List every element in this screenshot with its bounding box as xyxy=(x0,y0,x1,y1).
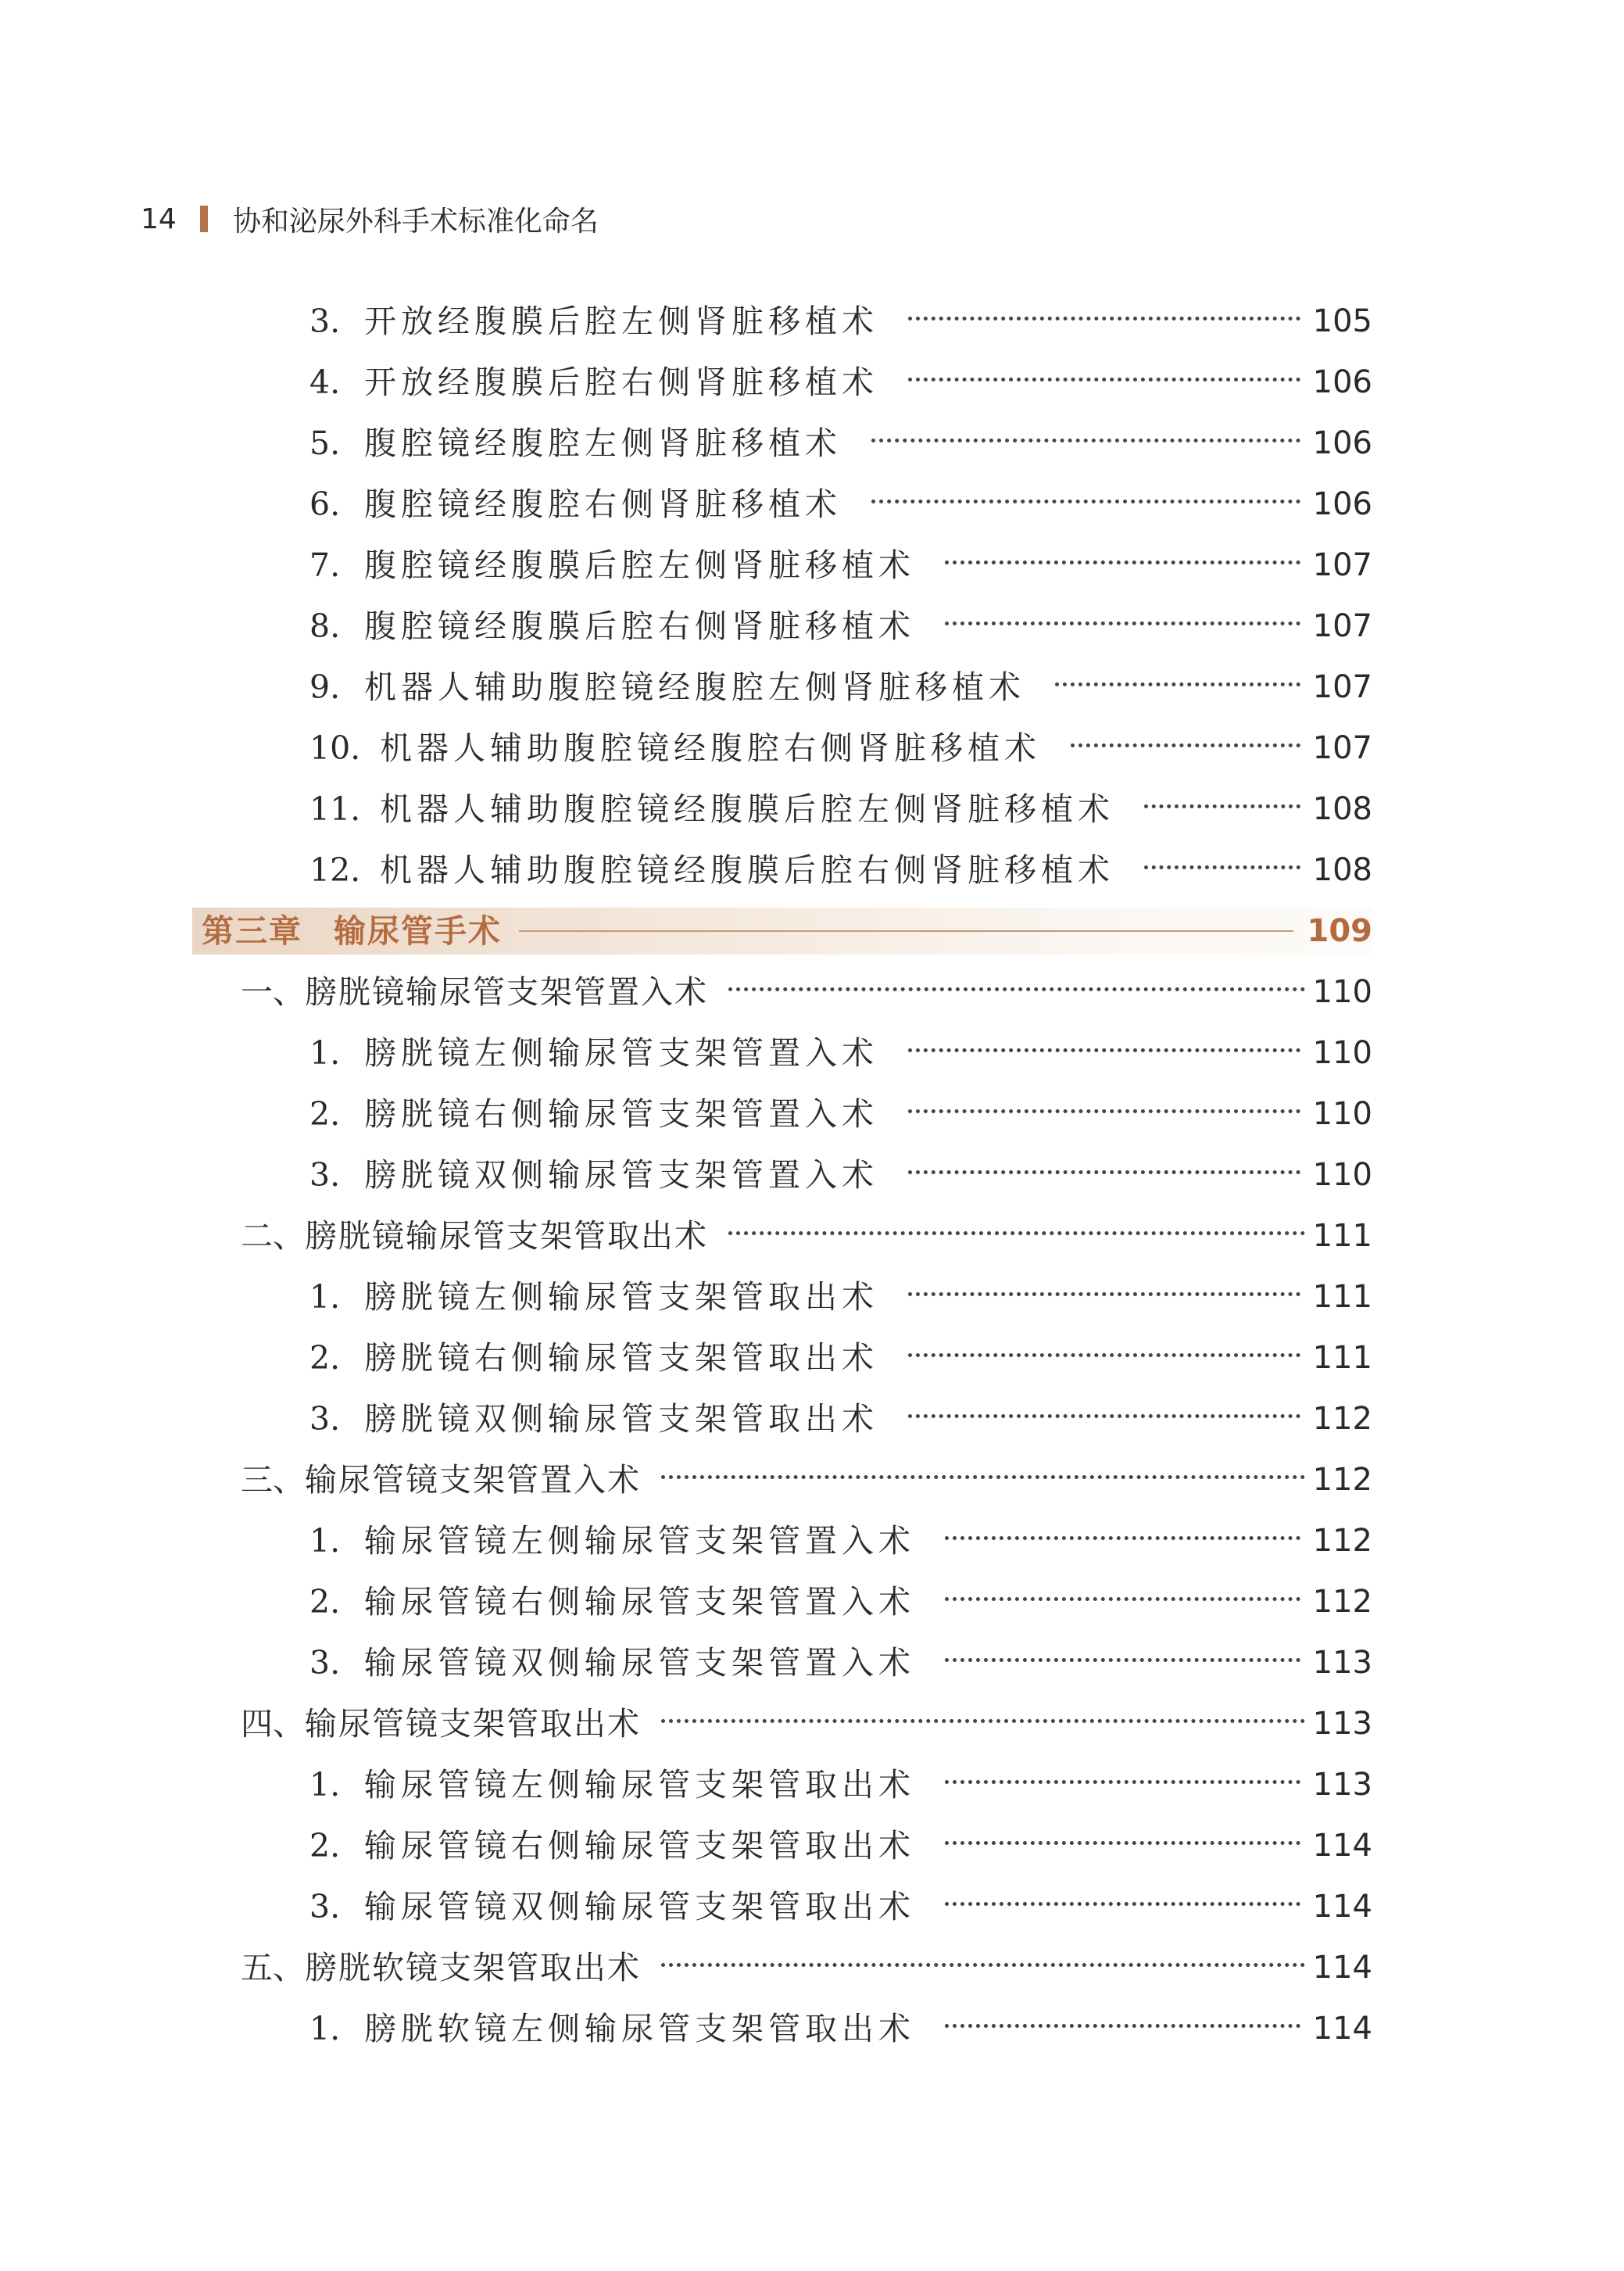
toc-entry-number: 12. xyxy=(309,851,361,889)
toc-entry-row[interactable] xyxy=(309,840,1372,901)
toc-entry-title: 腹腔镜经腹腔左侧肾脏移植术 xyxy=(364,424,842,462)
dot-leader xyxy=(908,378,1300,381)
toc-entry-title: 腹腔镜经腹膜后腔右侧肾脏移植术 xyxy=(364,607,915,645)
toc-entry-title: 输尿管手术 xyxy=(334,912,502,950)
toc-entry-row[interactable] xyxy=(309,779,1372,840)
toc-entry-title: 膀胱镜右侧输尿管支架管置入术 xyxy=(364,1095,878,1133)
toc-entry-title: 膀胱软镜左侧输尿管支架管取出术 xyxy=(364,2010,915,2047)
dot-leader xyxy=(728,987,1305,991)
toc-entry-title: 膀胱镜左侧输尿管支架管取出术 xyxy=(364,1278,878,1316)
toc-entry-title: 膀胱镜左侧输尿管支架管置入术 xyxy=(364,1034,878,1072)
toc-entry-title: 机器人辅助腹腔镜经腹膜后腔右侧肾脏移植术 xyxy=(380,851,1114,889)
dot-leader xyxy=(945,2024,1300,2028)
toc-page-number: 107 xyxy=(1312,669,1372,705)
toc-entry-title: 机器人辅助腹腔镜经腹腔左侧肾脏移植术 xyxy=(364,668,1025,706)
toc-entry-row[interactable] xyxy=(309,535,1372,596)
dot-leader xyxy=(871,439,1300,442)
toc-page-number: 113 xyxy=(1312,1767,1372,1803)
toc-page-number: 112 xyxy=(1312,1462,1372,1498)
toc-entry-title: 机器人辅助腹腔镜经腹腔右侧肾脏移植术 xyxy=(380,729,1041,767)
toc-page-number: 112 xyxy=(1312,1523,1372,1559)
toc-entry-number: 2. xyxy=(309,1827,341,1864)
toc-entry-number: 3. xyxy=(309,1400,341,1438)
toc-entry-title: 膀胱镜双侧输尿管支架管取出术 xyxy=(364,1400,878,1438)
toc-page-number: 114 xyxy=(1312,1828,1372,1864)
toc-section-row[interactable] xyxy=(241,962,1372,1023)
toc-page-number: 105 xyxy=(1312,303,1372,339)
toc-page-number: 106 xyxy=(1312,425,1372,461)
toc-entry-number: 1. xyxy=(309,1522,341,1560)
toc-entry-number: 3. xyxy=(309,303,341,340)
toc-entry-number: 2. xyxy=(309,1583,341,1621)
dot-leader xyxy=(945,621,1300,625)
dot-leader xyxy=(908,1048,1300,1052)
toc-entry-row[interactable] xyxy=(309,352,1372,413)
dot-leader xyxy=(945,1780,1300,1784)
toc-page-number: 107 xyxy=(1312,730,1372,766)
toc-page-number: 110 xyxy=(1312,1035,1372,1071)
toc-page-number: 114 xyxy=(1312,1889,1372,1925)
dot-leader xyxy=(728,1231,1305,1235)
toc-entry-number: 9. xyxy=(309,668,341,706)
dot-leader xyxy=(1144,804,1300,808)
toc-entry-row[interactable] xyxy=(309,1632,1372,1693)
dot-leader xyxy=(1144,865,1300,869)
toc-entry-number: 五、 xyxy=(241,1949,305,1986)
toc-entry-title: 膀胱镜双侧输尿管支架管置入术 xyxy=(364,1156,878,1194)
toc-entry-number: 1. xyxy=(309,1766,341,1804)
toc-entry-title: 输尿管镜支架管置入术 xyxy=(305,1461,641,1499)
toc-entry-number: 2. xyxy=(309,1095,341,1133)
toc-entry-title: 输尿管镜左侧输尿管支架管取出术 xyxy=(364,1766,915,1804)
toc-entry-number: 6. xyxy=(309,485,341,523)
toc-entry-number: 一、 xyxy=(241,973,305,1011)
dot-leader xyxy=(661,1719,1305,1723)
toc-entry-row[interactable] xyxy=(309,1144,1372,1205)
toc-entry-title: 膀胱镜输尿管支架管取出术 xyxy=(305,1217,708,1255)
dot-leader xyxy=(945,1658,1300,1662)
toc-entry-row[interactable] xyxy=(309,657,1372,718)
dot-leader xyxy=(661,1475,1305,1479)
toc-entry-row[interactable] xyxy=(309,1084,1372,1144)
book-title: 协和泌尿外科手术标准化命名 xyxy=(232,205,599,238)
dot-leader xyxy=(908,1292,1300,1296)
toc-page-number: 107 xyxy=(1312,547,1372,583)
toc-page-number: 107 xyxy=(1312,608,1372,644)
dot-leader xyxy=(945,1841,1300,1845)
toc-page-number: 113 xyxy=(1312,1706,1372,1742)
dot-leader xyxy=(871,500,1300,503)
toc-entry-title: 输尿管镜右侧输尿管支架管置入术 xyxy=(364,1583,915,1621)
toc-entry-row[interactable] xyxy=(309,1571,1372,1632)
dot-leader xyxy=(1071,743,1300,747)
dot-leader xyxy=(908,317,1300,321)
toc-page-number: 113 xyxy=(1312,1645,1372,1681)
toc-entry-number: 5. xyxy=(309,424,341,462)
toc-entry-row[interactable] xyxy=(309,1266,1372,1327)
dot-leader xyxy=(1055,682,1300,686)
toc-entry-title: 膀胱镜右侧输尿管支架管取出术 xyxy=(364,1339,878,1377)
toc-entry-number: 三、 xyxy=(241,1461,305,1499)
toc-page-number: 108 xyxy=(1312,791,1372,827)
toc-entry-number: 8. xyxy=(309,607,341,645)
toc-entry-number: 3. xyxy=(309,1888,341,1925)
toc-entry-number: 1. xyxy=(309,1278,341,1316)
toc-entry-number: 第三章 xyxy=(202,912,302,950)
toc-entry-title: 输尿管镜支架管取出术 xyxy=(305,1705,641,1743)
toc-page-number: 112 xyxy=(1312,1584,1372,1620)
dot-leader xyxy=(945,1902,1300,1906)
toc-entry-title: 机器人辅助腹腔镜经腹膜后腔左侧肾脏移植术 xyxy=(380,790,1114,828)
toc-section-row[interactable] xyxy=(241,1693,1372,1754)
toc-page-number: 111 xyxy=(1312,1340,1372,1376)
toc-page-number: 110 xyxy=(1312,974,1372,1010)
toc-page-number: 111 xyxy=(1312,1218,1372,1254)
toc-page-number: 106 xyxy=(1312,486,1372,522)
toc-entry-title: 膀胱镜输尿管支架管置入术 xyxy=(305,973,708,1011)
toc-entry-row[interactable] xyxy=(309,718,1372,779)
toc-entry-number: 10. xyxy=(309,729,361,767)
dot-leader xyxy=(945,561,1300,564)
toc-entry-row[interactable] xyxy=(309,1815,1372,1876)
toc-entry-row[interactable] xyxy=(309,1023,1372,1084)
toc-entry-number: 3. xyxy=(309,1644,341,1682)
toc-entry-row[interactable] xyxy=(309,1998,1372,2059)
dot-leader xyxy=(908,1109,1300,1113)
toc-entry-number: 2. xyxy=(309,1339,341,1377)
toc-entry-row[interactable] xyxy=(309,1327,1372,1388)
toc-page-number: 106 xyxy=(1312,364,1372,400)
toc-entry-number: 3. xyxy=(309,1156,341,1194)
toc-chapter-row[interactable] xyxy=(192,908,1372,955)
dot-leader xyxy=(908,1414,1300,1418)
toc-entry-title: 膀胱软镜支架管取出术 xyxy=(305,1949,641,1986)
toc-entry-title: 输尿管镜右侧输尿管支架管取出术 xyxy=(364,1827,915,1864)
toc-entry-number: 4. xyxy=(309,364,341,401)
toc-entry-number: 二、 xyxy=(241,1217,305,1255)
toc-entry-title: 腹腔镜经腹腔右侧肾脏移植术 xyxy=(364,485,842,523)
toc-page-number: 114 xyxy=(1312,2011,1372,2047)
header-divider-bar xyxy=(200,206,208,232)
running-header xyxy=(141,195,599,242)
toc-page-number: 114 xyxy=(1312,1950,1372,1986)
toc-page-number: 109 xyxy=(1307,913,1372,949)
toc-page-number: 108 xyxy=(1312,852,1372,888)
toc-entry-number: 1. xyxy=(309,2010,341,2047)
toc-section-row[interactable] xyxy=(241,1205,1372,1266)
toc-page-number: 111 xyxy=(1312,1279,1372,1315)
toc-entry-row[interactable] xyxy=(309,291,1372,352)
toc-section-row[interactable] xyxy=(241,1449,1372,1510)
toc-entry-title: 开放经腹膜后腔右侧肾脏移植术 xyxy=(364,364,878,401)
toc-entry-row[interactable] xyxy=(309,413,1372,474)
toc-entry-row[interactable] xyxy=(309,1388,1372,1449)
toc-entry-number: 1. xyxy=(309,1034,341,1072)
toc-entry-row[interactable] xyxy=(309,596,1372,657)
dot-leader xyxy=(519,930,1293,932)
toc-entry-title: 腹腔镜经腹膜后腔左侧肾脏移植术 xyxy=(364,546,915,584)
toc-entry-title: 输尿管镜左侧输尿管支架管置入术 xyxy=(364,1522,915,1560)
toc-page-number: 110 xyxy=(1312,1157,1372,1193)
dot-leader xyxy=(945,1597,1300,1601)
toc-entry-row[interactable] xyxy=(309,1754,1372,1815)
dot-leader xyxy=(661,1963,1305,1967)
dot-leader xyxy=(945,1536,1300,1540)
toc-entry-title: 输尿管镜双侧输尿管支架管取出术 xyxy=(364,1888,915,1925)
toc-entry-number: 四、 xyxy=(241,1705,305,1743)
toc-entry-row[interactable] xyxy=(309,1510,1372,1571)
toc-entry-title: 开放经腹膜后腔左侧肾脏移植术 xyxy=(364,303,878,340)
toc-page-number: 112 xyxy=(1312,1401,1372,1437)
toc-entry-title: 输尿管镜双侧输尿管支架管置入术 xyxy=(364,1644,915,1682)
toc-entry-number: 7. xyxy=(309,546,341,584)
toc-page-number: 110 xyxy=(1312,1096,1372,1132)
dot-leader xyxy=(908,1170,1300,1174)
toc-entry-row[interactable] xyxy=(309,474,1372,535)
page-number: 14 xyxy=(141,202,177,235)
toc-entry-row[interactable] xyxy=(309,1876,1372,1937)
toc-section-row[interactable] xyxy=(241,1937,1372,1998)
toc-entry-number: 11. xyxy=(309,790,361,828)
dot-leader xyxy=(908,1353,1300,1357)
